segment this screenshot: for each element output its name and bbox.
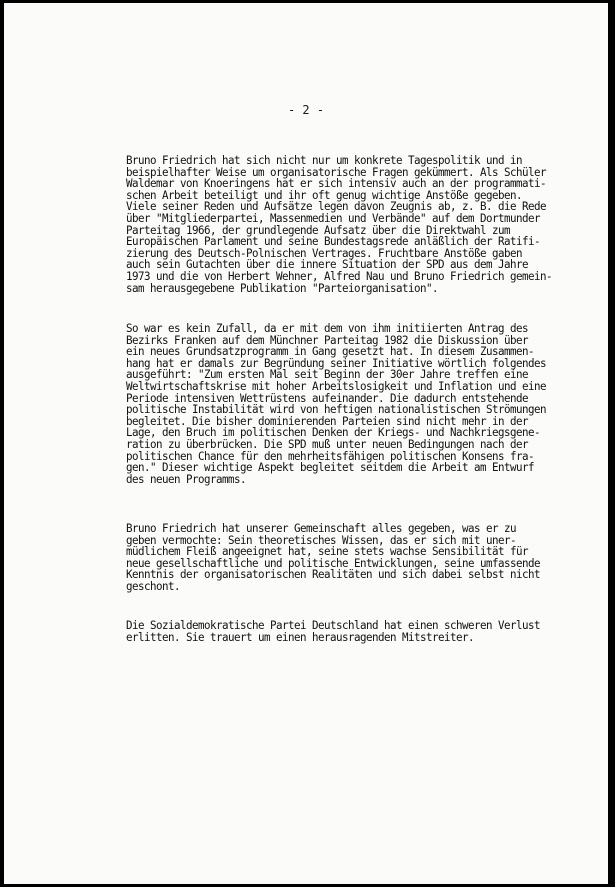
text-line: Bruno Friedrich hat unserer Gemeinschaft alles gegeben, was er zu bbox=[126, 522, 517, 535]
text-line: Waldemar von Knoeringens hat er sich intensiv auch an der programmati- bbox=[126, 177, 546, 191]
text-line: Viele seiner Reden und Aufsätze legen davon Zeugnis ab, z. B. die Rede bbox=[126, 200, 546, 214]
paragraph bbox=[126, 620, 576, 643]
text-line: neue gesellschaftliche und politische Entwicklungen, seine umfassende bbox=[126, 556, 540, 570]
text-line: gen." Dieser wichtige Aspekt begleitet seitdem die Arbeit am Entwurf bbox=[126, 461, 535, 475]
text-line: beispielhafter Weise um organisatorische Fragen gekümmert. Als Schüler bbox=[126, 165, 546, 179]
text-line: Parteitag 1966, der grundlegende Aufsatz über die Direktwahl zum bbox=[126, 223, 510, 237]
text-line: Europäischen Parlament und seine Bundestagsrede anläßlich der Ratifi- bbox=[126, 235, 540, 249]
text-line: ration zu überbrücken. Die SPD muß unter neuen Bedingungen nach der bbox=[126, 437, 529, 451]
paragraph bbox=[126, 523, 576, 593]
text-line: 1973 und die von Herbert Wehner, Alfred Nau und Bruno Friedrich gemein- bbox=[126, 269, 552, 283]
page-number: - 2 - bbox=[287, 103, 325, 117]
document-page bbox=[4, 3, 608, 884]
text-line: auch sein Gutachten über die innere Situation der SPD aus dem Jahre bbox=[126, 258, 529, 272]
text-line: Lage, den Bruch im politischen Denken der Kriegs- und Nachkriegsgene- bbox=[126, 426, 540, 440]
text-line: Periode intensiven Wettrüstens aufeinander. Die dadurch entstehende bbox=[126, 391, 529, 405]
text-line: So war es kein Zufall, da er mit dem von ihm initiierten Antrag des bbox=[126, 322, 529, 335]
text-line: ausgeführt: "Zum ersten Mal seit Beginn der 30er Jahre treffen eine bbox=[126, 368, 529, 382]
text-line: des neuen Programms. bbox=[126, 472, 247, 486]
text-line: Weltwirtschaftskrise mit hoher Arbeitslosigkeit und Inflation und eine bbox=[126, 379, 546, 393]
text-line: über "Mitgliederpartei, Massenmedien und Verbände" auf dem Dortmunder bbox=[126, 211, 540, 225]
text-line: hang hat er damals zur Begründung seiner Initiative wörtlich folgendes bbox=[126, 356, 546, 370]
text-line: erlitten. Sie trauert um einen herausragenden Mitstreiter. bbox=[126, 630, 475, 644]
text-line: Kenntnis der organisatorischen Realitäten und sich dabei selbst nicht bbox=[126, 568, 540, 582]
text-line: zierung des Deutsch-Polnischen Vertrages. Fruchtbare Anstöße gaben bbox=[126, 246, 523, 260]
paragraph bbox=[126, 155, 576, 294]
text-line: sam herausgegebene Publikation "Parteiorganisation". bbox=[126, 281, 439, 295]
text-line: Die Sozialdemokratische Partei Deutschland hat einen schweren Verlust bbox=[126, 619, 540, 632]
text-line: politischen Chance für den mehrheitsfähigen politischen Konsens fra- bbox=[126, 449, 535, 463]
text-line: Bezirks Franken auf dem Münchner Parteitag 1982 die Diskussion über bbox=[126, 333, 529, 347]
text-line: ein neues Grundsatzprogramm in Gang gesetzt hat. In diesem Zusammen- bbox=[126, 345, 535, 359]
text-line: müdlichem Fleiß angeeignet hat, seine stets wachse Sensibilität für bbox=[126, 545, 529, 559]
text-line: schen Arbeit beteiligt und ihr oft genug wichtige Anstöße gegeben. bbox=[126, 188, 523, 202]
text-line: politische Instabilität wird von heftigen nationalistischen Strömungen bbox=[126, 403, 546, 417]
text-line: Bruno Friedrich hat sich nicht nur um konkrete Tagespolitik und in bbox=[126, 154, 523, 167]
paragraph bbox=[126, 323, 576, 485]
text-line: begleitet. Die bisher dominierenden Parteien sind nicht mehr in der bbox=[126, 414, 529, 428]
text-line: geschont. bbox=[126, 579, 181, 593]
text-line: geben vermochte: Sein theoretisches Wissen, das er sich mit uner- bbox=[126, 533, 517, 547]
